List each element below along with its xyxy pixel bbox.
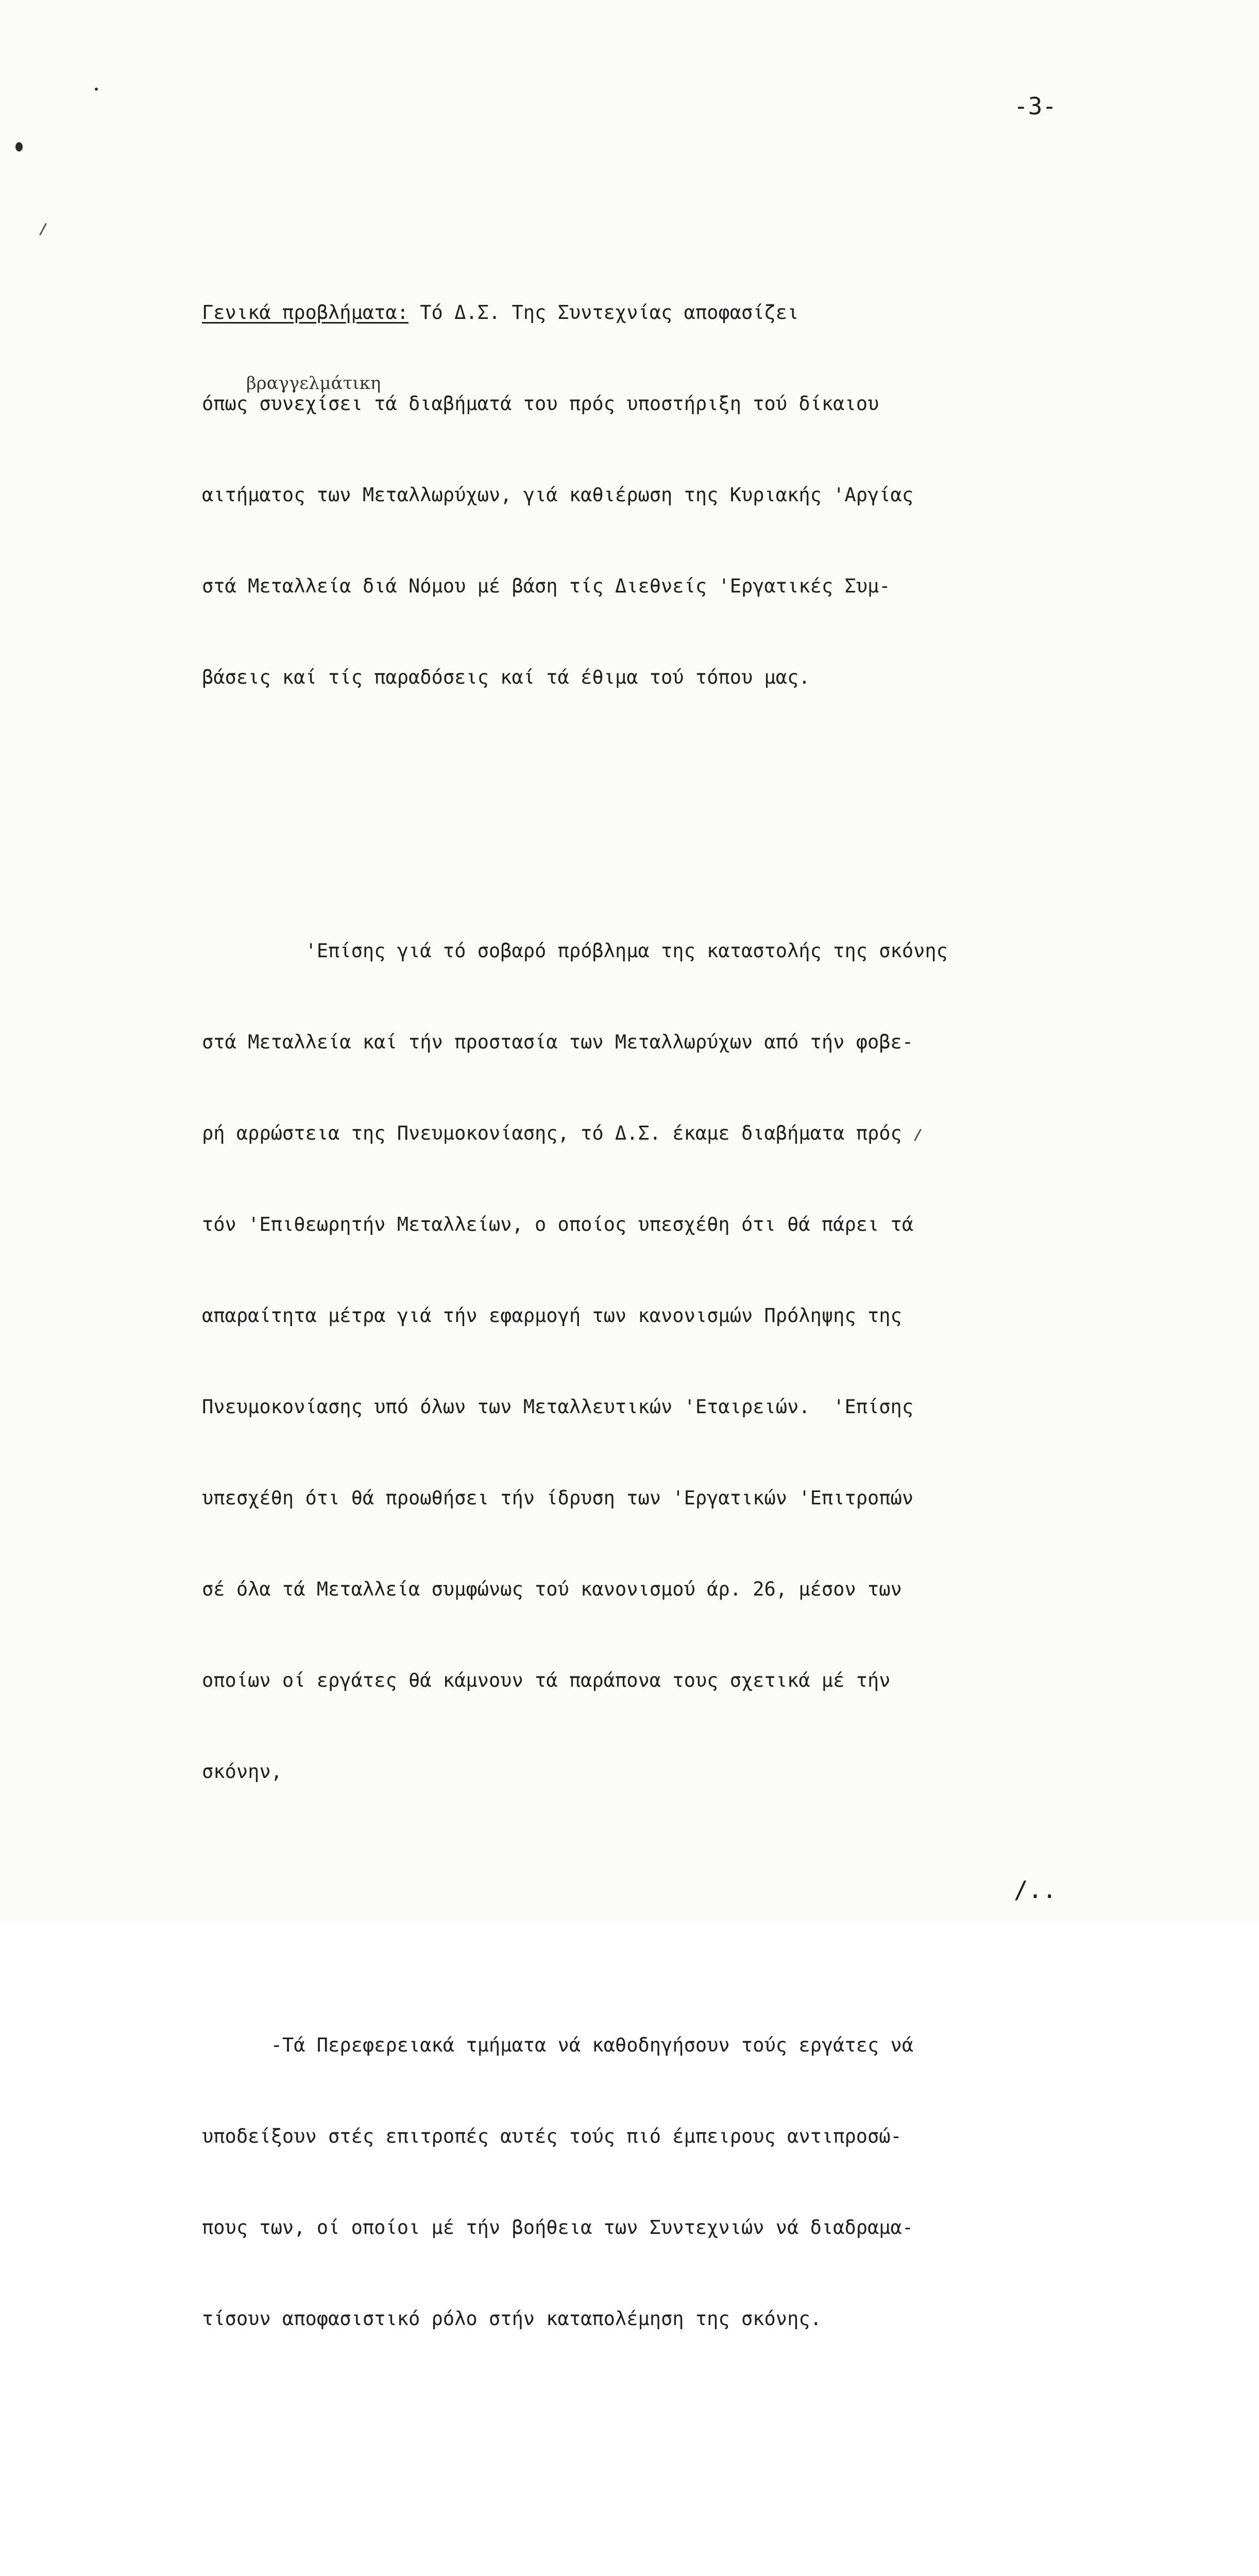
text-line: οποίων οί εργάτες θά κάμνουν τά παράπονα τους σχετικά μέ τήν (202, 1669, 891, 1691)
continuation-mark: /.. (1014, 1876, 1057, 1904)
handwritten-annotation: βραγγελμάτικη (246, 373, 381, 394)
text-line: πους των, οί οποίοι μέ τήν βοήθεια των Συντεχνιών νά διαδραμα- (202, 2216, 914, 2239)
text-line: όπως συνεχίσει τά διαβήματά του πρός υποστήριξη τού δίκαιου (202, 393, 879, 415)
text-line: υπεσχέθη ότι θά προωθήσει τήν ίδρυση των 'Εργατικών 'Επιτροπών (202, 1487, 914, 1509)
text-line: στά Μεταλλεία καί τήν προστασία των Μεταλλωρύχων από τήν φοβε- (202, 1031, 914, 1053)
typed-text-body (202, 145, 1176, 2576)
page-number: -3- (1014, 92, 1057, 120)
text-line: απαραίτητα μέτρα γιά τήν εφαρμογή των κανονισμών Πρόληψης της (202, 1304, 902, 1327)
text-line: ρή αρρώστεια της Πνευμοκονίασης, τό Δ.Σ. έκαμε διαβήματα πρός (202, 1122, 902, 1144)
text-line: σκόνην, (202, 1760, 282, 1783)
text-line: Πνευμοκονίασης υπό όλων των Μεταλλευτικών 'Εταιρειών. 'Επίσης (202, 1396, 914, 1418)
text-line: αιτήματος των Μεταλλωρύχων, γιά καθιέρωση της Κυριακής 'Αργίας (202, 484, 914, 506)
text-line: 'Επίσης γιά τό σοβαρό πρόβλημα της καταστολής της σκόνης (202, 940, 948, 962)
text-line: Γενικά προβλήματα: Τό Δ.Σ. Της Συντεχνίας αποφασίζει (202, 301, 799, 324)
text-line: τίσουν αποφασιστικό ρόλο στήν καταπολέμηση της σκόνης. (202, 2308, 822, 2330)
margin-dot (15, 142, 23, 151)
section-heading: Γενικά προβλήματα: (202, 301, 409, 324)
paragraph-bread-price (202, 2516, 1176, 2576)
text-line: σέ όλα τά Μεταλλεία συμφώνως τού κανονισμού άρ. 26, μέσον των (202, 1578, 902, 1600)
text-line: βάσεις καί τίς παραδόσεις καί τά έθιμα τού τόπου μας. (202, 666, 810, 688)
paragraph-general-problems (202, 236, 1176, 753)
paragraph-dust (202, 875, 1176, 1848)
text-line: στά Μεταλλεία διά Νόμου μέ βάση τίς Διεθνείς 'Εργατικές Συμ- (202, 575, 891, 597)
text-line: τόν 'Επιθεωρητήν Μεταλλείων, ο οποίος υπεσχέθη ότι θά πάρει τά (202, 1213, 914, 1235)
margin-tick (39, 223, 47, 235)
text-line: -Τά Περεφερειακά τμήματα νά καθοδηγήσουν τούς εργάτες νά (202, 2034, 914, 2056)
paragraph-regional-sections (202, 1969, 1176, 2395)
margin-dot (95, 88, 98, 91)
text-line: υποδείξουν στές επιτροπές αυτές τούς πιό έμπειρους αντιπροσώ- (202, 2125, 902, 2147)
